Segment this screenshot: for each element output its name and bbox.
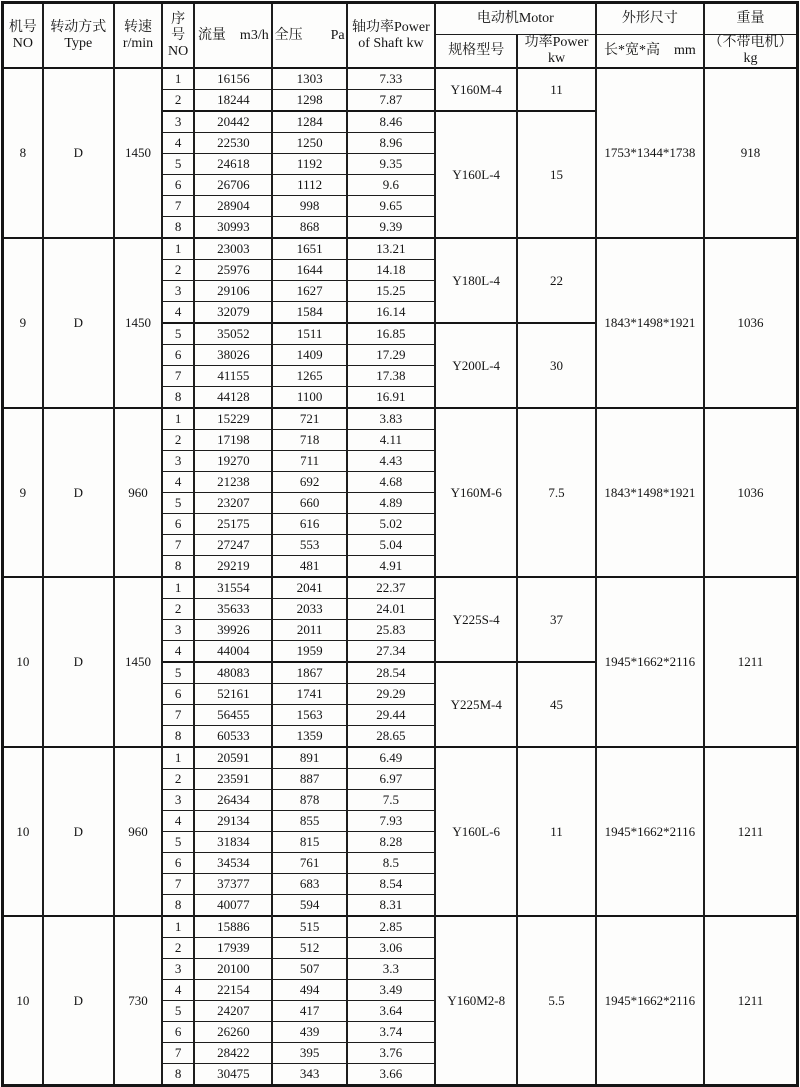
cell-speed: 1450 xyxy=(114,577,162,747)
cell-shaft-power: 24.01 xyxy=(347,599,435,620)
cell-weight: 1211 xyxy=(704,916,797,1086)
spec-table-header xyxy=(3,3,798,69)
header-machine-no-en: NO xyxy=(12,35,33,51)
cell-shaft-power: 4.11 xyxy=(347,430,435,451)
table-row xyxy=(3,747,798,769)
cell-flow: 38026 xyxy=(194,345,272,366)
cell-speed: 1450 xyxy=(114,68,162,238)
header-shaft-power xyxy=(347,3,435,69)
cell-flow: 15886 xyxy=(194,916,272,938)
cell-shaft-power: 5.04 xyxy=(347,535,435,556)
cell-pressure: 887 xyxy=(272,769,346,790)
spec-table-body xyxy=(3,68,798,1086)
cell-shaft-power: 5.02 xyxy=(347,514,435,535)
cell-seq: 4 xyxy=(162,302,194,324)
cell-shaft-power: 16.91 xyxy=(347,387,435,409)
cell-pressure: 692 xyxy=(272,472,346,493)
header-dimensions-sub: 长*宽*高 mm xyxy=(596,35,704,69)
cell-flow: 35052 xyxy=(194,323,272,345)
cell-shaft-power: 3.76 xyxy=(347,1043,435,1064)
cell-shaft-power: 7.5 xyxy=(347,790,435,811)
cell-machine-no: 10 xyxy=(3,577,43,747)
table-row xyxy=(3,577,798,599)
cell-pressure: 2011 xyxy=(272,620,346,641)
cell-seq: 3 xyxy=(162,451,194,472)
cell-dimensions: 1753*1344*1738 xyxy=(596,68,704,238)
header-motor-group: 电动机Motor xyxy=(435,3,596,35)
cell-flow: 29134 xyxy=(194,811,272,832)
cell-flow: 17198 xyxy=(194,430,272,451)
cell-pressure: 515 xyxy=(272,916,346,938)
header-dimensions: 外形尺寸 xyxy=(596,3,704,35)
cell-pressure: 683 xyxy=(272,874,346,895)
cell-pressure: 1284 xyxy=(272,111,346,133)
cell-shaft-power: 7.93 xyxy=(347,811,435,832)
cell-weight: 918 xyxy=(704,68,797,238)
cell-pressure: 1112 xyxy=(272,175,346,196)
cell-flow: 31834 xyxy=(194,832,272,853)
cell-shaft-power: 4.43 xyxy=(347,451,435,472)
cell-pressure: 721 xyxy=(272,408,346,430)
cell-seq: 2 xyxy=(162,769,194,790)
header-weight-sub xyxy=(704,35,797,69)
cell-shaft-power: 3.66 xyxy=(347,1064,435,1086)
cell-flow: 56455 xyxy=(194,705,272,726)
cell-seq: 1 xyxy=(162,68,194,90)
cell-flow: 44004 xyxy=(194,641,272,663)
cell-pressure: 417 xyxy=(272,1001,346,1022)
cell-seq: 6 xyxy=(162,175,194,196)
cell-shaft-power: 2.85 xyxy=(347,916,435,938)
cell-machine-no: 9 xyxy=(3,238,43,408)
cell-seq: 7 xyxy=(162,366,194,387)
cell-shaft-power: 28.54 xyxy=(347,662,435,684)
cell-seq: 5 xyxy=(162,662,194,684)
cell-seq: 3 xyxy=(162,620,194,641)
cell-shaft-power: 3.83 xyxy=(347,408,435,430)
cell-weight: 1036 xyxy=(704,238,797,408)
cell-seq: 8 xyxy=(162,387,194,409)
cell-seq: 2 xyxy=(162,599,194,620)
cell-seq: 4 xyxy=(162,472,194,493)
header-weight: 重量 xyxy=(704,3,797,35)
cell-flow: 29219 xyxy=(194,556,272,578)
cell-flow: 22530 xyxy=(194,133,272,154)
cell-flow: 60533 xyxy=(194,726,272,748)
table-row xyxy=(3,68,798,90)
cell-motor-power: 37 xyxy=(517,577,595,662)
cell-shaft-power: 4.91 xyxy=(347,556,435,578)
cell-flow: 32079 xyxy=(194,302,272,324)
cell-flow: 19270 xyxy=(194,451,272,472)
cell-shaft-power: 29.29 xyxy=(347,684,435,705)
cell-shaft-power: 3.06 xyxy=(347,938,435,959)
cell-flow: 23207 xyxy=(194,493,272,514)
cell-seq: 8 xyxy=(162,217,194,239)
cell-pressure: 439 xyxy=(272,1022,346,1043)
header-drive-type xyxy=(43,3,114,69)
cell-shaft-power: 8.28 xyxy=(347,832,435,853)
cell-pressure: 718 xyxy=(272,430,346,451)
cell-seq: 3 xyxy=(162,959,194,980)
cell-flow: 22154 xyxy=(194,980,272,1001)
cell-speed: 730 xyxy=(114,916,162,1086)
cell-flow: 15229 xyxy=(194,408,272,430)
cell-motor-power: 5.5 xyxy=(517,916,595,1086)
cell-machine-no: 10 xyxy=(3,916,43,1086)
cell-pressure: 1959 xyxy=(272,641,346,663)
cell-pressure: 891 xyxy=(272,747,346,769)
cell-seq: 8 xyxy=(162,1064,194,1086)
cell-pressure: 512 xyxy=(272,938,346,959)
cell-seq: 4 xyxy=(162,980,194,1001)
header-shaft-power-l2: of Shaft kw xyxy=(358,35,424,51)
cell-seq: 5 xyxy=(162,493,194,514)
cell-seq: 6 xyxy=(162,345,194,366)
cell-speed: 960 xyxy=(114,408,162,577)
cell-seq: 5 xyxy=(162,323,194,345)
cell-flow: 24618 xyxy=(194,154,272,175)
cell-pressure: 1511 xyxy=(272,323,346,345)
cell-motor-model: Y180L-4 xyxy=(435,238,517,323)
cell-flow: 29106 xyxy=(194,281,272,302)
cell-motor-model: Y160L-4 xyxy=(435,111,517,238)
header-seq-l3: NO xyxy=(168,43,189,59)
cell-pressure: 1867 xyxy=(272,662,346,684)
cell-shaft-power: 17.38 xyxy=(347,366,435,387)
cell-seq: 3 xyxy=(162,281,194,302)
cell-seq: 5 xyxy=(162,1001,194,1022)
cell-seq: 4 xyxy=(162,641,194,663)
cell-seq: 5 xyxy=(162,832,194,853)
header-drive-type-zh: 转动方式 xyxy=(50,19,107,35)
cell-shaft-power: 9.35 xyxy=(347,154,435,175)
cell-seq: 6 xyxy=(162,684,194,705)
cell-seq: 7 xyxy=(162,874,194,895)
cell-pressure: 998 xyxy=(272,196,346,217)
header-flow: 流量 m3/h xyxy=(194,3,272,69)
cell-seq: 7 xyxy=(162,1043,194,1064)
cell-pressure: 855 xyxy=(272,811,346,832)
cell-flow: 44128 xyxy=(194,387,272,409)
cell-seq: 1 xyxy=(162,577,194,599)
cell-seq: 6 xyxy=(162,1022,194,1043)
cell-machine-no: 10 xyxy=(3,747,43,916)
cell-pressure: 2033 xyxy=(272,599,346,620)
cell-pressure: 1627 xyxy=(272,281,346,302)
cell-shaft-power: 22.37 xyxy=(347,577,435,599)
cell-flow: 28422 xyxy=(194,1043,272,1064)
cell-shaft-power: 16.85 xyxy=(347,323,435,345)
cell-flow: 21238 xyxy=(194,472,272,493)
cell-drive-type: D xyxy=(43,238,114,408)
cell-shaft-power: 7.33 xyxy=(347,68,435,90)
header-machine-no xyxy=(3,3,43,69)
cell-pressure: 1250 xyxy=(272,133,346,154)
cell-shaft-power: 8.5 xyxy=(347,853,435,874)
header-pressure: 全压 Pa xyxy=(272,3,346,69)
cell-flow: 25976 xyxy=(194,260,272,281)
cell-seq: 4 xyxy=(162,811,194,832)
header-machine-no-zh: 机号 xyxy=(8,19,37,35)
table-row xyxy=(3,916,798,938)
cell-pressure: 507 xyxy=(272,959,346,980)
cell-shaft-power: 3.3 xyxy=(347,959,435,980)
cell-seq: 8 xyxy=(162,556,194,578)
cell-flow: 26706 xyxy=(194,175,272,196)
cell-shaft-power: 8.96 xyxy=(347,133,435,154)
cell-flow: 40077 xyxy=(194,895,272,917)
header-drive-type-en: Type xyxy=(64,35,93,51)
cell-flow: 26434 xyxy=(194,790,272,811)
header-speed xyxy=(114,3,162,69)
cell-seq: 3 xyxy=(162,111,194,133)
header-weight-l3: kg xyxy=(743,51,758,66)
cell-flow: 17939 xyxy=(194,938,272,959)
cell-flow: 30475 xyxy=(194,1064,272,1086)
cell-motor-power: 45 xyxy=(517,662,595,747)
cell-flow: 30993 xyxy=(194,217,272,239)
cell-shaft-power: 6.49 xyxy=(347,747,435,769)
cell-dimensions: 1843*1498*1921 xyxy=(596,238,704,408)
header-motor-model: 规格型号 xyxy=(435,35,517,69)
cell-shaft-power: 9.6 xyxy=(347,175,435,196)
cell-pressure: 1100 xyxy=(272,387,346,409)
cell-pressure: 1192 xyxy=(272,154,346,175)
cell-shaft-power: 3.74 xyxy=(347,1022,435,1043)
cell-seq: 1 xyxy=(162,747,194,769)
cell-shaft-power: 29.44 xyxy=(347,705,435,726)
cell-seq: 7 xyxy=(162,535,194,556)
cell-shaft-power: 16.14 xyxy=(347,302,435,324)
cell-flow: 25175 xyxy=(194,514,272,535)
cell-shaft-power: 6.97 xyxy=(347,769,435,790)
cell-seq: 1 xyxy=(162,238,194,260)
cell-flow: 23591 xyxy=(194,769,272,790)
table-row xyxy=(3,408,798,430)
header-shaft-power-l1: 轴功率Power xyxy=(352,19,430,35)
cell-shaft-power: 13.21 xyxy=(347,238,435,260)
cell-dimensions: 1945*1662*2116 xyxy=(596,747,704,916)
cell-pressure: 1409 xyxy=(272,345,346,366)
header-motor-power-l2: kw xyxy=(547,51,566,66)
cell-drive-type: D xyxy=(43,408,114,577)
cell-seq: 2 xyxy=(162,260,194,281)
fan-spec-table xyxy=(1,1,799,1087)
cell-weight: 1036 xyxy=(704,408,797,577)
header-seq-l1: 序 xyxy=(171,11,186,27)
cell-shaft-power: 7.87 xyxy=(347,90,435,112)
cell-dimensions: 1945*1662*2116 xyxy=(596,916,704,1086)
cell-flow: 18244 xyxy=(194,90,272,112)
cell-pressure: 494 xyxy=(272,980,346,1001)
cell-shaft-power: 28.65 xyxy=(347,726,435,748)
cell-dimensions: 1843*1498*1921 xyxy=(596,408,704,577)
cell-flow: 20442 xyxy=(194,111,272,133)
cell-flow: 31554 xyxy=(194,577,272,599)
cell-flow: 20591 xyxy=(194,747,272,769)
cell-flow: 37377 xyxy=(194,874,272,895)
cell-shaft-power: 9.39 xyxy=(347,217,435,239)
header-motor-power xyxy=(517,35,595,69)
cell-motor-power: 22 xyxy=(517,238,595,323)
cell-motor-model: Y160M-4 xyxy=(435,68,517,111)
cell-motor-power: 11 xyxy=(517,68,595,111)
cell-pressure: 2041 xyxy=(272,577,346,599)
cell-shaft-power: 8.46 xyxy=(347,111,435,133)
cell-shaft-power: 8.54 xyxy=(347,874,435,895)
cell-shaft-power: 25.83 xyxy=(347,620,435,641)
cell-motor-power: 11 xyxy=(517,747,595,916)
cell-flow: 24207 xyxy=(194,1001,272,1022)
cell-shaft-power: 14.18 xyxy=(347,260,435,281)
cell-seq: 7 xyxy=(162,705,194,726)
cell-seq: 4 xyxy=(162,133,194,154)
cell-shaft-power: 3.49 xyxy=(347,980,435,1001)
cell-flow: 52161 xyxy=(194,684,272,705)
cell-weight: 1211 xyxy=(704,577,797,747)
cell-motor-model: Y200L-4 xyxy=(435,323,517,408)
cell-flow: 23003 xyxy=(194,238,272,260)
cell-motor-model: Y160L-6 xyxy=(435,747,517,916)
cell-flow: 41155 xyxy=(194,366,272,387)
cell-pressure: 660 xyxy=(272,493,346,514)
cell-flow: 20100 xyxy=(194,959,272,980)
cell-speed: 960 xyxy=(114,747,162,916)
header-seq xyxy=(162,3,194,69)
cell-seq: 8 xyxy=(162,895,194,917)
header-speed-en: r/min xyxy=(122,35,154,51)
cell-dimensions: 1945*1662*2116 xyxy=(596,577,704,747)
cell-drive-type: D xyxy=(43,747,114,916)
cell-pressure: 868 xyxy=(272,217,346,239)
cell-pressure: 1563 xyxy=(272,705,346,726)
cell-seq: 2 xyxy=(162,938,194,959)
cell-pressure: 1265 xyxy=(272,366,346,387)
cell-motor-model: Y225M-4 xyxy=(435,662,517,747)
cell-drive-type: D xyxy=(43,68,114,238)
cell-pressure: 1298 xyxy=(272,90,346,112)
cell-drive-type: D xyxy=(43,577,114,747)
cell-pressure: 1303 xyxy=(272,68,346,90)
cell-motor-power: 7.5 xyxy=(517,408,595,577)
cell-seq: 2 xyxy=(162,430,194,451)
cell-seq: 6 xyxy=(162,514,194,535)
cell-seq: 8 xyxy=(162,726,194,748)
cell-motor-power: 15 xyxy=(517,111,595,238)
cell-flow: 16156 xyxy=(194,68,272,90)
cell-shaft-power: 4.68 xyxy=(347,472,435,493)
cell-pressure: 1584 xyxy=(272,302,346,324)
cell-motor-model: Y160M-6 xyxy=(435,408,517,577)
cell-pressure: 815 xyxy=(272,832,346,853)
cell-speed: 1450 xyxy=(114,238,162,408)
header-speed-zh: 转速 xyxy=(123,19,152,35)
cell-flow: 27247 xyxy=(194,535,272,556)
cell-pressure: 1359 xyxy=(272,726,346,748)
cell-motor-model: Y160M2-8 xyxy=(435,916,517,1086)
cell-pressure: 594 xyxy=(272,895,346,917)
cell-pressure: 878 xyxy=(272,790,346,811)
cell-flow: 34534 xyxy=(194,853,272,874)
cell-seq: 5 xyxy=(162,154,194,175)
cell-shaft-power: 15.25 xyxy=(347,281,435,302)
header-seq-l2: 号 xyxy=(171,27,186,43)
cell-seq: 7 xyxy=(162,196,194,217)
cell-weight: 1211 xyxy=(704,747,797,916)
cell-motor-model: Y225S-4 xyxy=(435,577,517,662)
cell-shaft-power: 27.34 xyxy=(347,641,435,663)
cell-shaft-power: 9.65 xyxy=(347,196,435,217)
cell-machine-no: 8 xyxy=(3,68,43,238)
cell-flow: 39926 xyxy=(194,620,272,641)
table-row xyxy=(3,238,798,260)
header-weight-l2: （不带电机） xyxy=(708,35,793,50)
cell-shaft-power: 4.89 xyxy=(347,493,435,514)
cell-seq: 1 xyxy=(162,916,194,938)
cell-seq: 2 xyxy=(162,90,194,112)
cell-motor-power: 30 xyxy=(517,323,595,408)
header-row-1 xyxy=(3,3,798,35)
cell-flow: 35633 xyxy=(194,599,272,620)
cell-shaft-power: 8.31 xyxy=(347,895,435,917)
cell-pressure: 343 xyxy=(272,1064,346,1086)
cell-machine-no: 9 xyxy=(3,408,43,577)
cell-shaft-power: 3.64 xyxy=(347,1001,435,1022)
cell-pressure: 481 xyxy=(272,556,346,578)
header-motor-power-l1: 功率Power xyxy=(524,35,589,50)
cell-seq: 1 xyxy=(162,408,194,430)
cell-flow: 26260 xyxy=(194,1022,272,1043)
cell-seq: 3 xyxy=(162,790,194,811)
cell-pressure: 1651 xyxy=(272,238,346,260)
cell-flow: 28904 xyxy=(194,196,272,217)
cell-flow: 48083 xyxy=(194,662,272,684)
cell-pressure: 711 xyxy=(272,451,346,472)
cell-pressure: 395 xyxy=(272,1043,346,1064)
cell-pressure: 553 xyxy=(272,535,346,556)
cell-drive-type: D xyxy=(43,916,114,1086)
cell-pressure: 1644 xyxy=(272,260,346,281)
cell-seq: 6 xyxy=(162,853,194,874)
cell-pressure: 1741 xyxy=(272,684,346,705)
cell-pressure: 761 xyxy=(272,853,346,874)
cell-pressure: 616 xyxy=(272,514,346,535)
cell-shaft-power: 17.29 xyxy=(347,345,435,366)
